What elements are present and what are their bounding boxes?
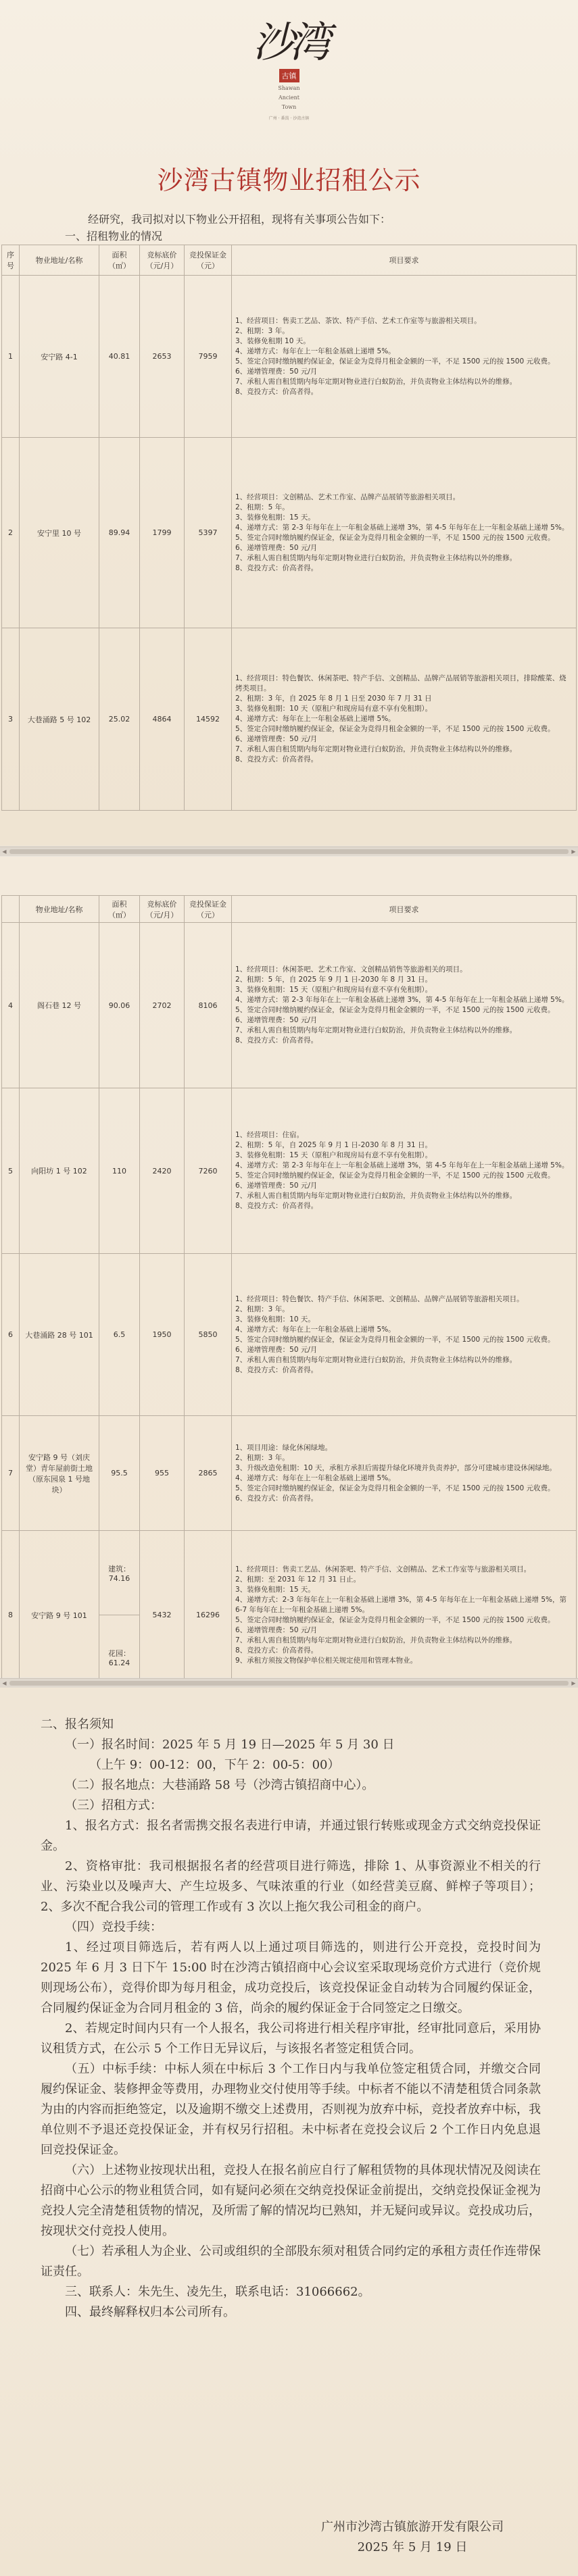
row-address: 安宁路 4-1	[20, 276, 99, 438]
requirement-line: 4、递增方式：2-3 年每年在上一年租金基础上递增 3%，第 4-5 年每年在上一年租金基础上递增 5%，第 6-7 年每年在上一年租金基础上递增 5%。	[235, 1595, 567, 1614]
requirement-line: 6、递增管理费：50 元/月	[235, 1625, 318, 1634]
page-title: 沙湾古镇物业招租公示	[157, 166, 421, 195]
requirement-line: 6、递增管理费：50 元/月	[235, 1016, 318, 1024]
row-no: 8	[2, 1531, 20, 1700]
table-row	[2, 628, 577, 811]
requirement-line: 1、经营项目：售卖工艺品、茶饮、特产手信、艺术工作室等与旅游相关项目。	[235, 316, 481, 325]
row-deposit: 8106	[185, 923, 232, 1088]
scrollbar-thumb[interactable]	[9, 1681, 569, 1686]
requirement-line: 4、递增方式：每年在上一年租金基础上递增 5%。	[235, 347, 395, 355]
header-area: 面积（㎡）	[99, 245, 140, 276]
para-bidding: 1、经过项目筛选后，若有两人以上通过项目筛选的，则进行公开竞投，竞投时间为 2025 年 6 月 3 日下午 15:00 时在沙湾古镇招商中心会议室采取现场竞价方式进行（竞价规则现场公布），竞得价即为每月租金，成功竞投后，该竞投保证金自动转为合同履约保证金，合同履约保证金为合同月租金的 3 倍，尚余的履约保证金于合同签定之日缴交。	[41, 1940, 541, 2015]
row-requirements	[232, 438, 577, 628]
row-reserve-price: 4864	[140, 628, 185, 811]
requirement-line: 5、签定合同时缴纳履约保证金，保证金为竞得月租金金额的一半，不足 1500 元的按 1500 元收费。	[235, 533, 555, 542]
logo-seal: 古镇	[279, 69, 299, 82]
requirement-line: 2、租期：5 年，自 2025 年 9 月 1 日-2030 年 8 月 31 日。	[235, 976, 433, 984]
requirement-line: 1、经营项目：售卖工艺品、休闲茶吧、特产手信、文创精品、艺术工作室等与旅游相关项目。	[235, 1565, 531, 1573]
header-reserve-price: 竞标底价（元/月）	[140, 245, 185, 276]
row-reserve-price: 955	[140, 1416, 185, 1531]
row-area-split	[99, 1531, 140, 1700]
requirement-line: 8、竞投方式：价高者得。	[235, 1365, 318, 1374]
requirement-line: 5、签定合同时缴纳履约保证金，保证金为竞得月租金金额的一半，不足 1500 元的按 1500 元收费。	[235, 1615, 555, 1624]
table-row	[2, 276, 577, 438]
requirement-line: 4、递增方式：每年在上一年租金基础上递增 5%。	[235, 715, 395, 723]
requirement-line: 9、承租方须按文物保护单位相关规定使用和管理本物业。	[235, 1656, 418, 1665]
section-2-heading: 二、报名须知	[41, 1717, 114, 1732]
requirement-line: 5、签定合同时缴纳履约保证金，保证金为竞得月租金金额的一半，不足 1500 元的按 1500 元收费。	[235, 1006, 555, 1014]
requirement-line: 5、签定合同时缴纳履约保证金，保证金为竞得月租金金额的一半，不足 1500 元的按 1500 元收费。	[235, 725, 555, 733]
header-deposit: 竞投保证金（元）	[185, 896, 232, 923]
row-deposit: 2865	[185, 1416, 232, 1531]
requirement-line: 7、承租人需自租赁期内每年定期对物业进行白蚁防治，并负责物业主体结构以外的维修。	[235, 1355, 517, 1364]
requirement-line: 3、装修免租期：15 天（原租户和现房局有意不享有免租期）。	[235, 986, 433, 994]
header-area: 面积（㎡）	[99, 896, 140, 923]
table-row	[2, 1254, 577, 1416]
header-no	[2, 896, 20, 923]
row-deposit: 5397	[185, 438, 232, 628]
requirement-line: 2、租期：5 年，自 2025 年 9 月 1 日-2030 年 8 月 31 日。	[235, 1141, 433, 1149]
requirement-line: 6、递增管理费：50 元/月	[235, 367, 318, 376]
requirement-line: 6、递增管理费：50 元/月	[235, 543, 318, 552]
row-requirements	[232, 1531, 577, 1700]
table-row	[2, 923, 577, 1088]
requirement-line: 3、装修免租期：10 天。	[235, 1315, 315, 1323]
requirement-line: 2、租期：3 年。	[235, 1305, 289, 1313]
header-address: 物业地址/名称	[20, 896, 99, 923]
row-area: 40.81	[99, 276, 140, 438]
logo-tagline: 广州 · 番禺 · 沙湾古镇	[268, 116, 310, 121]
row-requirements	[232, 923, 577, 1088]
requirement-line: 1、经营项目：特色餐饮、特产手信、休闲茶吧、文创精品、品牌产品展销等旅游相关项目。	[235, 1294, 524, 1303]
scroll-left-icon[interactable]: ◀	[2, 849, 7, 855]
requirement-line: 3、升级改造免租期：10 天，承租方承担后需提升绿化环境并负责养护，部分可建城市建设休闲绿地。	[235, 1463, 556, 1472]
para-winning: （五）中标手续：中标人须在中标后 3 个工作日内与我单位签定租赁合同，并缴交合同履约保证金、装修押金等费用，办理物业交付使用等手续。中标者不能以不清楚租赁合同条款为由的内容而拒绝签定，以及逾期不缴交上述费用，否则视为放弃中标，竞投者放弃中标，我单位则不予退还竞投保证金，并有权另行招租。未中标者在竞投会议后 2 个工作日内免息退回竞投保证金。	[41, 2062, 541, 2157]
horizontal-scrollbar[interactable]	[0, 847, 578, 856]
row-reserve-price: 1799	[140, 438, 185, 628]
row-deposit: 5850	[185, 1254, 232, 1416]
row-area-garden: 花园：61.24	[108, 1648, 130, 1667]
row-address: 安宁路 9 号（刘庆堂）青年屋前街土地（原东园泉 1 号地块）	[20, 1416, 99, 1531]
registration-hours: （上午 9：00-12：00，下午 2：00-5：00）	[89, 1758, 340, 1772]
row-area: 25.02	[99, 628, 140, 811]
requirement-line: 3、装修免租期 10 天。	[235, 336, 310, 345]
table-header-row	[2, 896, 577, 923]
header-reserve-price: 竞标底价（元/月）	[140, 896, 185, 923]
signature-date: 2025 年 5 月 19 日	[357, 2540, 468, 2554]
requirement-line: 2、租期：至 2031 年 12 月 31 日止。	[235, 1575, 361, 1584]
requirement-line: 4、递增方式：第 2-3 年每年在上一年租金基础上递增 3%，第 4-5 年每年在上一年租金基础上递增 5%。	[235, 523, 569, 532]
requirement-line: 5、签定合同时缴纳履约保证金，保证金为竞得月租金金额的一半，不足 1500 元的按 1500 元收费。	[235, 1335, 555, 1344]
para-guarantee: （七）若承租人为企业、公司或组织的全部股东须对租赁合同约定的承租方责任作连带保证责任。	[41, 2244, 541, 2279]
row-address: 阁石巷 12 号	[20, 923, 99, 1088]
requirement-line: 3、装修免租期：10 天（原租户和现房局有意不享有免租期）。	[235, 705, 433, 713]
requirement-line: 7、承租人需自租赁期内每年定期对物业进行白蚁防治，并负责物业主体结构以外的维修。	[235, 1026, 517, 1034]
row-address: 大巷涌路 28 号 101	[20, 1254, 99, 1416]
row-no: 3	[2, 628, 20, 811]
requirement-line: 5、签定合同时缴纳履约保证金，保证金为竞得月租金金额的一半，不足 1500 元的按 1500 元收费。	[235, 1171, 555, 1180]
row-area: 95.5	[99, 1416, 140, 1531]
requirement-line: 4、递增方式：第 2-3 年每年在上一年租金基础上递增 3%，第 4-5 年每年在上一年租金基础上递增 5%。	[235, 1161, 569, 1169]
requirement-line: 4、递增方式：每年在上一年租金基础上递增 5%。	[235, 1473, 395, 1482]
intro-text: 经研究，我司拟对以下物业公开招租，现将有关事项公告如下：	[88, 213, 391, 226]
requirement-line: 4、递增方式：第 2-3 年每年在上一年租金基础上递增 3%，第 4-5 年每年在上一年租金基础上递增 5%。	[235, 996, 569, 1004]
final-interpretation: 四、最终解释权归本公司所有。	[65, 2305, 235, 2319]
requirement-line: 4、递增方式：每年在上一年租金基础上递增 5%。	[235, 1325, 395, 1334]
requirement-line: 7、承租人需自租赁期内每年定期对物业进行白蚁防治，并负责物业主体结构以外的维修。	[235, 745, 517, 753]
requirement-line: 7、承租人需自租赁期内每年定期对物业进行白蚁防治，并负责物业主体结构以外的维修。	[235, 553, 517, 562]
row-reserve-price: 2702	[140, 923, 185, 1088]
row-no: 6	[2, 1254, 20, 1416]
row-no: 2	[2, 438, 20, 628]
row-area-building: 建筑：74.16	[99, 1531, 139, 1615]
table-row	[2, 1416, 577, 1531]
row-reserve-price: 2653	[140, 276, 185, 438]
scrollbar-thumb[interactable]	[9, 849, 569, 854]
row-deposit: 14592	[185, 628, 232, 811]
para-status-quo: （六）上述物业按现状出租，竞投人在报名前应自行了解租赁物的具体现状情况及阅读在招商中心公示的物业租赁合同，如有疑问必须在交纳竞投保证金前提出，交纳竞投保证金视为竞投人完全清楚租赁物的情况，及所需了解的情况均已熟知，并无疑问或异议。竞投成功后，按现状交付竞投人使用。	[41, 2163, 541, 2238]
bidding-heading: （四）竞投手续：	[65, 1920, 162, 1934]
header-requirements: 项目要求	[232, 245, 577, 276]
logo-en-2: Ancient	[278, 95, 300, 101]
requirement-line: 6、递增管理费：50 元/月	[235, 1182, 318, 1190]
header-no: 序号	[2, 245, 20, 276]
row-area: 90.06	[99, 923, 140, 1088]
registration-section	[41, 1715, 541, 2323]
row-requirements	[232, 1088, 577, 1254]
requirement-line: 1、经营项目：文创精品、艺术工作室、品牌产品展销等旅游相关项目。	[235, 493, 460, 501]
requirement-line: 7、承租人需自租赁期内每年定期对物业进行白蚁防治，并负责物业主体结构以外的维修。	[235, 1192, 517, 1200]
requirement-line: 3、装修免租期：15 天。	[235, 1585, 315, 1594]
row-deposit: 7260	[185, 1088, 232, 1254]
header-requirements: 项目要求	[232, 896, 577, 923]
table-row	[2, 438, 577, 628]
requirement-line: 6、递增管理费：50 元/月	[235, 1345, 318, 1354]
requirement-line: 8、竞投方式：价高者得。	[235, 387, 318, 396]
para-single-bidder: 2、若规定时间内只有一个人报名，我公司将进行相关程序审批，经审批同意后，采用协议租赁方式，在公示 5 个工作日无异议后，与该报名者签定租赁合同。	[41, 2021, 541, 2056]
registration-place: （二）报名地点：大巷涌路 58 号（沙湾古镇招商中心）。	[65, 1778, 375, 1792]
row-reserve-price: 5432	[140, 1531, 185, 1700]
page-1	[0, 0, 578, 846]
requirement-line: 8、竞投方式：价高者得。	[235, 1202, 318, 1210]
logo-en-3: Town	[281, 104, 297, 110]
requirement-line: 1、经营项目：休闲茶吧、艺术工作室、文创精品销售等旅游相关的项目。	[235, 965, 467, 974]
scroll-right-icon[interactable]: ▶	[571, 849, 576, 855]
requirement-line: 2、租期：5 年。	[235, 503, 289, 511]
requirement-line: 5、签定合同时缴纳履约保证金，保证金为竞得月租金金额的一半，不足 1500 元的按 1500 元收费。	[235, 1484, 555, 1492]
requirement-line: 1、项目用途：绿化休闲绿地。	[235, 1443, 333, 1452]
scroll-left-icon[interactable]: ◀	[2, 1680, 7, 1686]
row-address: 安宁里 10 号	[20, 438, 99, 628]
row-address: 安宁路 9 号 101	[20, 1531, 99, 1700]
row-area: 89.94	[99, 438, 140, 628]
registration-time: （一）报名时间：2025 年 5 月 19 日—2025 年 5 月 30 日	[65, 1738, 395, 1752]
signature-block	[321, 2517, 504, 2558]
row-requirements	[232, 1254, 577, 1416]
scroll-right-icon[interactable]: ▶	[571, 1680, 576, 1686]
requirement-line: 3、装修免租期：15 天。	[235, 513, 315, 522]
row-no: 7	[2, 1416, 20, 1531]
requirement-line: 1、经营项目：住宿。	[235, 1131, 304, 1139]
requirement-line: 8、竞投方式：价高者得。	[235, 563, 318, 572]
page-3	[0, 1688, 578, 2576]
requirement-line: 7、承租人需自租赁期内每年定期对物业进行白蚁防治，并负责物业主体结构以外的维修。	[235, 377, 517, 386]
horizontal-scrollbar[interactable]	[0, 1678, 578, 1688]
requirement-line: 2、租期：3 年，自 2025 年 8 月 1 日至 2030 年 7 月 31 日	[235, 694, 432, 703]
process-heading: （三）招租方式：	[65, 1798, 162, 1813]
logo-calligraphy: 沙湾	[252, 18, 326, 67]
header-address: 物业地址/名称	[20, 245, 99, 276]
requirement-line: 6、递增管理费：50 元/月	[235, 735, 318, 743]
table-row	[2, 1088, 577, 1254]
row-address: 大巷涌路 5 号 102	[20, 628, 99, 811]
para-qualification: 2、资格审批：我司根据报名者的经营项目进行筛选，排除 1、从事资源业不相关的行业、污染业以及噪声大、产生垃圾多、气味浓重的行业（如经营美豆腐、鲜榨子等项目）；2、多次不配合我公司的管理工作或有 3 次以上拖欠我公司租金的商户。	[41, 1859, 541, 1914]
row-no: 4	[2, 923, 20, 1088]
requirement-line: 5、签定合同时缴纳履约保证金，保证金为竞得月租金金额的一半，不足 1500 元的按 1500 元收费。	[235, 357, 555, 365]
table-header-row	[2, 245, 577, 276]
row-address: 向阳坊 1 号 102	[20, 1088, 99, 1254]
row-no: 1	[2, 276, 20, 438]
requirement-line: 6、竞投方式：价高者得。	[235, 1494, 318, 1502]
section-1-heading: 一、招租物业的情况	[65, 230, 163, 243]
property-table-2	[1, 895, 577, 1700]
header-deposit: 竞投保证金（元）	[185, 245, 232, 276]
row-requirements	[232, 628, 577, 811]
table-row	[2, 1531, 577, 1700]
property-table-1	[1, 245, 577, 811]
requirement-line: 2、租期：3 年。	[235, 326, 289, 335]
signature-company: 广州市沙湾古镇旅游开发有限公司	[321, 2520, 504, 2534]
row-area: 110	[99, 1088, 140, 1254]
requirement-line: 8、竞投方式：价高者得。	[235, 1036, 318, 1044]
logo	[250, 19, 328, 127]
row-requirements	[232, 1416, 577, 1531]
row-reserve-price: 2420	[140, 1088, 185, 1254]
requirement-line: 8、竞投方式：价高者得。	[235, 755, 318, 763]
contact-info: 三、联系人：朱先生、凌先生，联系电话：31066662。	[65, 2285, 370, 2299]
row-no: 5	[2, 1088, 20, 1254]
row-deposit: 7959	[185, 276, 232, 438]
row-deposit: 16296	[185, 1531, 232, 1700]
requirement-line: 1、经营项目：特色餐饮、休闲茶吧、特产手信、文创精品、品牌产品展销等旅游相关项目，排除酸菜、烧烤类项目。	[235, 674, 567, 692]
logo-en-1: Shawan	[278, 85, 300, 91]
row-area: 6.5	[99, 1254, 140, 1416]
requirement-line: 7、承租人需自租赁期内每年定期对物业进行白蚁防治，并负责物业主体结构以外的维修。	[235, 1636, 517, 1644]
row-reserve-price: 1950	[140, 1254, 185, 1416]
para-registration-method: 1、报名方式：报名者需携交报名表进行申请，并通过银行转账或现金方式交纳竞投保证金。	[41, 1819, 541, 1853]
requirement-line: 8、竞投方式：价高者得。	[235, 1646, 318, 1655]
requirement-line: 2、租期：3 年。	[235, 1453, 289, 1462]
row-requirements	[232, 276, 577, 438]
requirement-line: 3、装修免租期：15 天（原租户和现房局有意不享有免租期）。	[235, 1151, 433, 1159]
